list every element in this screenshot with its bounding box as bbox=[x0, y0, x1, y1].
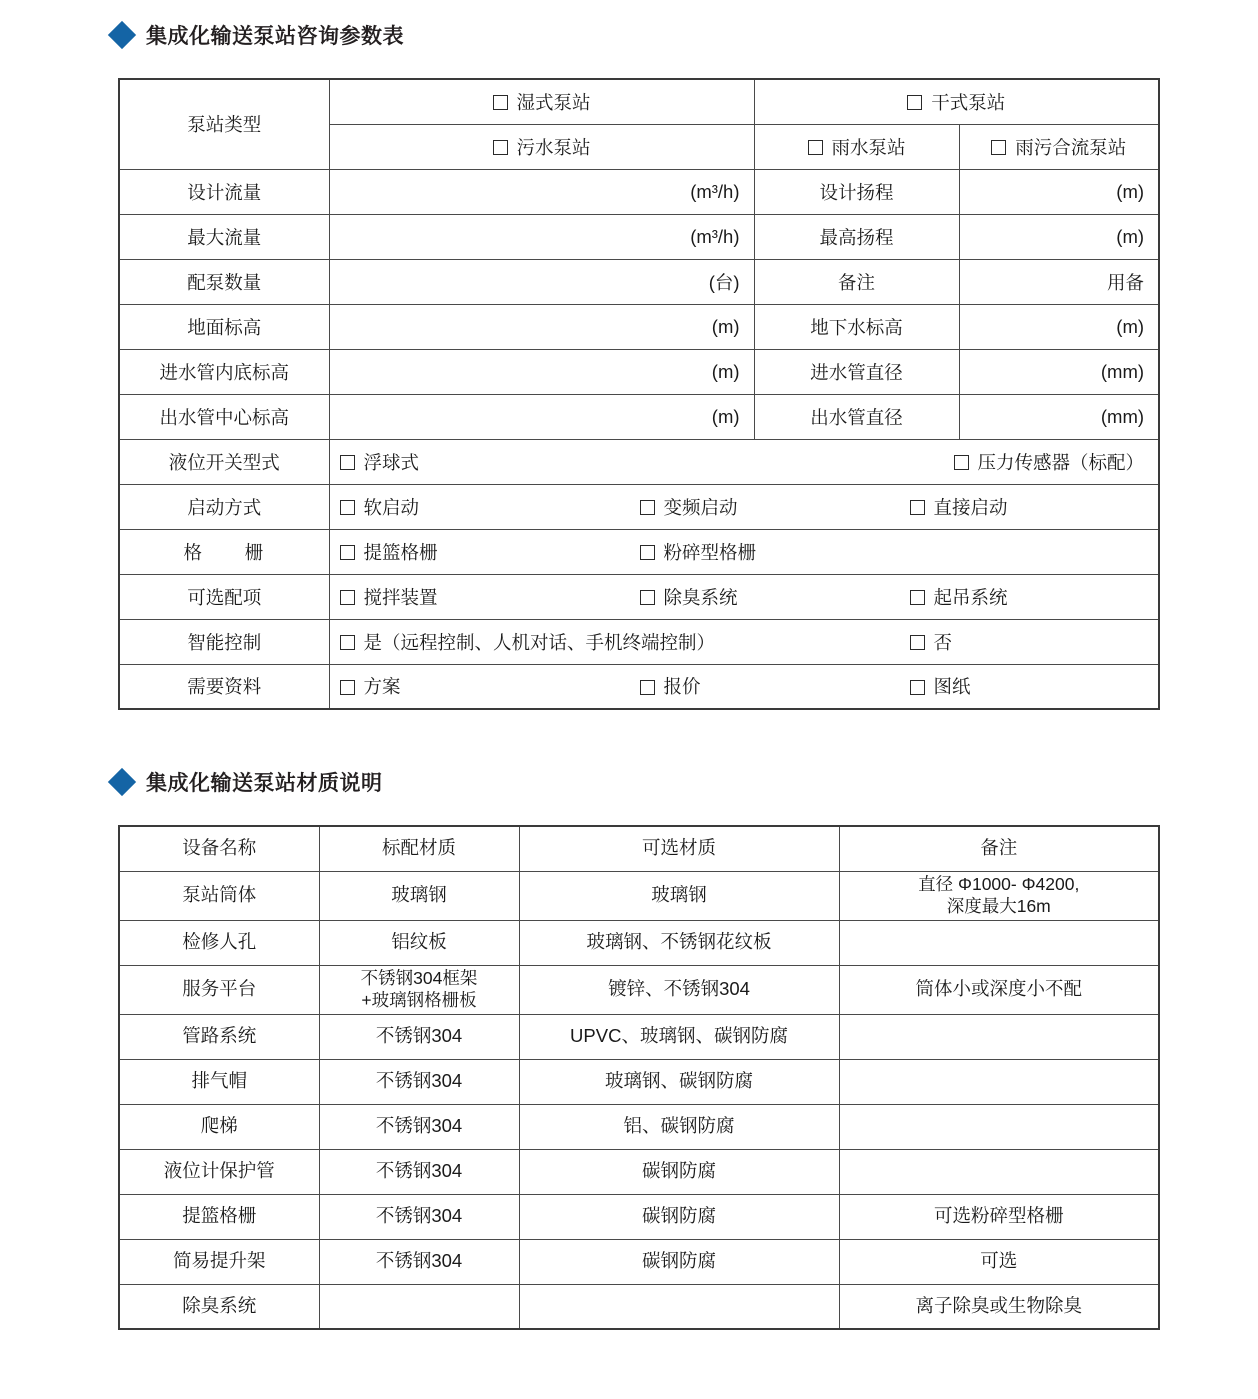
unit-label: (m) bbox=[711, 360, 740, 382]
cell-standard-material: 不锈钢304 bbox=[319, 1059, 519, 1104]
option-cell-stormwater-pump-station[interactable] bbox=[754, 124, 959, 169]
input-design-head[interactable] bbox=[959, 169, 1159, 214]
option-label: 粉碎型格栅 bbox=[663, 541, 757, 563]
input-groundwater-elevation[interactable] bbox=[959, 304, 1159, 349]
table-row bbox=[119, 439, 1159, 484]
diamond-bullet-icon bbox=[108, 21, 136, 49]
option-label: 软启动 bbox=[363, 496, 420, 518]
option-label: 是（远程控制、人机对话、手机终端控制） bbox=[363, 631, 716, 653]
row-label-outlet-diameter: 出水管直径 bbox=[754, 394, 959, 439]
standard-line-2: +玻璃钢格栅板 bbox=[361, 989, 477, 1010]
row-label-inlet-diameter: 进水管直径 bbox=[754, 349, 959, 394]
column-header-remark: 备注 bbox=[839, 826, 1159, 871]
table-row bbox=[119, 79, 1159, 124]
table-header-row bbox=[119, 826, 1159, 871]
unit-label: (台) bbox=[708, 271, 740, 293]
option-direct-start[interactable] bbox=[910, 494, 1149, 520]
option-deodorization[interactable] bbox=[640, 584, 910, 610]
table-row bbox=[119, 965, 1159, 1014]
checkbox-direct-start[interactable] bbox=[910, 500, 925, 515]
row-label-max-flow: 最大流量 bbox=[119, 214, 329, 259]
option-float-switch[interactable] bbox=[340, 449, 420, 475]
option-pressure-sensor[interactable] bbox=[954, 449, 1149, 475]
column-header-standard-material: 标配材质 bbox=[319, 826, 519, 871]
unit-label: (mm) bbox=[1100, 360, 1145, 382]
cell-standard-material bbox=[319, 1284, 519, 1329]
standard-line-1: 不锈钢304框架 bbox=[360, 968, 478, 989]
option-label: 浮球式 bbox=[363, 451, 420, 473]
row-label-optional-items: 可选配项 bbox=[119, 574, 329, 619]
table-row bbox=[119, 1239, 1159, 1284]
checkbox-vfd-start[interactable] bbox=[640, 500, 655, 515]
cell-optional-material: 玻璃钢、不锈钢花纹板 bbox=[519, 920, 839, 965]
cell-standard-material: 不锈钢304 bbox=[319, 1149, 519, 1194]
row-label-ground-elevation: 地面标高 bbox=[119, 304, 329, 349]
cell-equipment-name: 管路系统 bbox=[119, 1014, 319, 1059]
row-label-needed-docs: 需要资料 bbox=[119, 664, 329, 709]
cell-equipment-name: 提篮格栅 bbox=[119, 1194, 319, 1239]
table-row bbox=[119, 169, 1159, 214]
checkbox-grinder-grille[interactable] bbox=[640, 545, 655, 560]
option-lifting-system[interactable] bbox=[910, 584, 1149, 610]
row-label-pump-count: 配泵数量 bbox=[119, 259, 329, 304]
row-label-max-head: 最高扬程 bbox=[754, 214, 959, 259]
row-label-groundwater-elevation: 地下水标高 bbox=[754, 304, 959, 349]
unit-label: (m) bbox=[1116, 315, 1145, 337]
remark-line-1: 直径 Φ1000- Φ4200, bbox=[918, 874, 1080, 895]
checkbox-basket-grille[interactable] bbox=[340, 545, 355, 560]
section-title-parameters bbox=[0, 20, 1258, 50]
option-group-smart-control bbox=[329, 619, 1159, 664]
checkbox-sewage-pump-station[interactable] bbox=[493, 140, 508, 155]
cell-optional-material: 镀锌、不锈钢304 bbox=[519, 965, 839, 1014]
cell-equipment-name: 简易提升架 bbox=[119, 1239, 319, 1284]
option-smart-control-no[interactable] bbox=[910, 629, 953, 655]
input-design-flow[interactable] bbox=[329, 169, 754, 214]
section-title-text: 集成化输送泵站材质说明 bbox=[146, 772, 383, 795]
section-title-text: 集成化输送泵站咨询参数表 bbox=[146, 25, 404, 48]
checkbox-deodorization[interactable] bbox=[640, 590, 655, 605]
cell-equipment-name: 检修人孔 bbox=[119, 920, 319, 965]
remark-line-2: 深度最大16m bbox=[946, 895, 1051, 916]
option-cell-combined-pump-station[interactable] bbox=[959, 124, 1159, 169]
cell-remark bbox=[839, 920, 1159, 965]
table-row bbox=[119, 871, 1159, 920]
option-doc-quotation[interactable] bbox=[640, 673, 910, 699]
unit-label: (m) bbox=[711, 405, 740, 427]
option-soft-start[interactable] bbox=[340, 494, 640, 520]
option-doc-proposal[interactable] bbox=[340, 673, 640, 699]
checkbox-combined-pump-station[interactable] bbox=[991, 140, 1006, 155]
row-label-inlet-invert-elevation: 进水管内底标高 bbox=[119, 349, 329, 394]
table-row bbox=[119, 214, 1159, 259]
cell-standard-material: 不锈钢304 bbox=[319, 1014, 519, 1059]
option-label: 方案 bbox=[363, 676, 401, 698]
checkbox-doc-quotation[interactable] bbox=[640, 680, 655, 695]
cell-remark: 筒体小或深度小不配 bbox=[839, 965, 1159, 1014]
option-mixer[interactable] bbox=[340, 584, 640, 610]
table-row bbox=[119, 1014, 1159, 1059]
option-cell-dry-pump-station[interactable] bbox=[754, 79, 1159, 124]
option-label: 雨水泵站 bbox=[831, 136, 906, 158]
cell-remark bbox=[839, 1149, 1159, 1194]
cell-optional-material: 玻璃钢 bbox=[519, 871, 839, 920]
column-header-equipment-name: 设备名称 bbox=[119, 826, 319, 871]
option-label: 报价 bbox=[663, 676, 701, 698]
option-label: 湿式泵站 bbox=[516, 91, 591, 113]
table-row bbox=[119, 529, 1159, 574]
row-label-level-switch-type: 液位开关型式 bbox=[119, 439, 329, 484]
table-row bbox=[119, 1284, 1159, 1329]
option-cell-sewage-pump-station[interactable] bbox=[329, 124, 754, 169]
table-row bbox=[119, 484, 1159, 529]
option-vfd-start[interactable] bbox=[640, 494, 910, 520]
option-label: 除臭系统 bbox=[663, 586, 738, 608]
checkbox-stormwater-pump-station[interactable] bbox=[808, 140, 823, 155]
option-label: 提篮格栅 bbox=[363, 541, 438, 563]
table-row bbox=[119, 304, 1159, 349]
input-inlet-diameter[interactable] bbox=[959, 349, 1159, 394]
cell-equipment-name: 服务平台 bbox=[119, 965, 319, 1014]
row-label-outlet-center-elevation: 出水管中心标高 bbox=[119, 394, 329, 439]
option-group-start-mode bbox=[329, 484, 1159, 529]
table-row bbox=[119, 664, 1159, 709]
unit-label: (mm) bbox=[1100, 405, 1145, 427]
checkbox-smart-control-yes[interactable] bbox=[340, 635, 355, 650]
unit-label: (m) bbox=[1116, 180, 1145, 202]
option-group-needed-docs bbox=[329, 664, 1159, 709]
checkbox-soft-start[interactable] bbox=[340, 500, 355, 515]
cell-standard-material bbox=[319, 965, 519, 1014]
cell-standard-material: 不锈钢304 bbox=[319, 1104, 519, 1149]
option-label: 直接启动 bbox=[933, 496, 1008, 518]
input-ground-elevation[interactable] bbox=[329, 304, 754, 349]
table-row bbox=[119, 1059, 1159, 1104]
cell-optional-material: UPVC、玻璃钢、碳钢防腐 bbox=[519, 1014, 839, 1059]
unit-label: 用备 bbox=[1107, 271, 1145, 293]
cell-standard-material: 玻璃钢 bbox=[319, 871, 519, 920]
unit-label: (m) bbox=[711, 315, 740, 337]
option-basket-grille[interactable] bbox=[340, 539, 640, 565]
cell-optional-material: 碳钢防腐 bbox=[519, 1194, 839, 1239]
cell-remark: 可选粉碎型格栅 bbox=[839, 1194, 1159, 1239]
option-smart-control-yes[interactable] bbox=[340, 629, 910, 655]
row-label-smart-control: 智能控制 bbox=[119, 619, 329, 664]
row-label-pump-type: 泵站类型 bbox=[119, 79, 329, 169]
checkbox-pressure-sensor[interactable] bbox=[954, 455, 969, 470]
cell-remark: 离子除臭或生物除臭 bbox=[839, 1284, 1159, 1329]
option-group-optional-items bbox=[329, 574, 1159, 619]
cell-remark: 可选 bbox=[839, 1239, 1159, 1284]
table-row bbox=[119, 1194, 1159, 1239]
input-max-head[interactable] bbox=[959, 214, 1159, 259]
input-max-flow[interactable] bbox=[329, 214, 754, 259]
row-label-design-flow: 设计流量 bbox=[119, 169, 329, 214]
checkbox-mixer[interactable] bbox=[340, 590, 355, 605]
cell-standard-material: 不锈钢304 bbox=[319, 1239, 519, 1284]
option-label: 污水泵站 bbox=[516, 136, 591, 158]
option-label: 干式泵站 bbox=[931, 91, 1006, 113]
input-inlet-invert-elevation[interactable] bbox=[329, 349, 754, 394]
cell-optional-material bbox=[519, 1284, 839, 1329]
unit-label: (m³/h) bbox=[690, 225, 740, 247]
table-row bbox=[119, 349, 1159, 394]
row-label-grille: 格 栅 bbox=[119, 529, 329, 574]
cell-remark bbox=[839, 871, 1159, 920]
consultation-parameters-table bbox=[118, 78, 1160, 710]
cell-equipment-name: 排气帽 bbox=[119, 1059, 319, 1104]
input-outlet-center-elevation[interactable] bbox=[329, 394, 754, 439]
option-label: 变频启动 bbox=[663, 496, 738, 518]
option-label: 压力传感器（标配） bbox=[977, 451, 1145, 473]
cell-optional-material: 碳钢防腐 bbox=[519, 1149, 839, 1194]
cell-equipment-name: 爬梯 bbox=[119, 1104, 319, 1149]
unit-label: (m³/h) bbox=[690, 180, 740, 202]
cell-standard-material: 不锈钢304 bbox=[319, 1194, 519, 1239]
cell-remark bbox=[839, 1059, 1159, 1104]
cell-optional-material: 碳钢防腐 bbox=[519, 1239, 839, 1284]
option-label: 否 bbox=[933, 631, 953, 653]
row-label-start-mode: 启动方式 bbox=[119, 484, 329, 529]
table-row bbox=[119, 619, 1159, 664]
option-grinder-grille[interactable] bbox=[640, 539, 757, 565]
table-row bbox=[119, 1104, 1159, 1149]
option-label: 起吊系统 bbox=[933, 586, 1008, 608]
checkbox-doc-proposal[interactable] bbox=[340, 680, 355, 695]
cell-standard-material: 铝纹板 bbox=[319, 920, 519, 965]
input-standby[interactable] bbox=[959, 259, 1159, 304]
option-group-grille bbox=[329, 529, 1159, 574]
table-row bbox=[119, 920, 1159, 965]
cell-optional-material: 玻璃钢、碳钢防腐 bbox=[519, 1059, 839, 1104]
option-label: 搅拌装置 bbox=[363, 586, 438, 608]
option-doc-drawing[interactable] bbox=[910, 673, 1149, 699]
table-row bbox=[119, 1149, 1159, 1194]
row-label-remark: 备注 bbox=[754, 259, 959, 304]
cell-optional-material: 铝、碳钢防腐 bbox=[519, 1104, 839, 1149]
input-outlet-diameter[interactable] bbox=[959, 394, 1159, 439]
option-group-level-switch bbox=[329, 439, 1159, 484]
checkbox-smart-control-no[interactable] bbox=[910, 635, 925, 650]
checkbox-lifting-system[interactable] bbox=[910, 590, 925, 605]
checkbox-wet-pump-station[interactable] bbox=[493, 95, 508, 110]
table-row bbox=[119, 259, 1159, 304]
cell-equipment-name: 除臭系统 bbox=[119, 1284, 319, 1329]
option-cell-wet-pump-station[interactable] bbox=[329, 79, 754, 124]
unit-label: (m) bbox=[1116, 225, 1145, 247]
checkbox-float-switch[interactable] bbox=[340, 455, 355, 470]
table-row bbox=[119, 574, 1159, 619]
row-label-design-head: 设计扬程 bbox=[754, 169, 959, 214]
checkbox-dry-pump-station[interactable] bbox=[907, 95, 922, 110]
checkbox-doc-drawing[interactable] bbox=[910, 680, 925, 695]
cell-remark bbox=[839, 1104, 1159, 1149]
material-specification-table bbox=[118, 825, 1160, 1330]
diamond-bullet-icon bbox=[108, 768, 136, 796]
option-label: 雨污合流泵站 bbox=[1015, 136, 1127, 158]
input-pump-count[interactable] bbox=[329, 259, 754, 304]
cell-equipment-name: 泵站筒体 bbox=[119, 871, 319, 920]
section-title-materials bbox=[0, 767, 1258, 797]
option-label: 图纸 bbox=[933, 676, 971, 698]
cell-remark bbox=[839, 1014, 1159, 1059]
table-row bbox=[119, 394, 1159, 439]
cell-equipment-name: 液位计保护管 bbox=[119, 1149, 319, 1194]
column-header-optional-material: 可选材质 bbox=[519, 826, 839, 871]
